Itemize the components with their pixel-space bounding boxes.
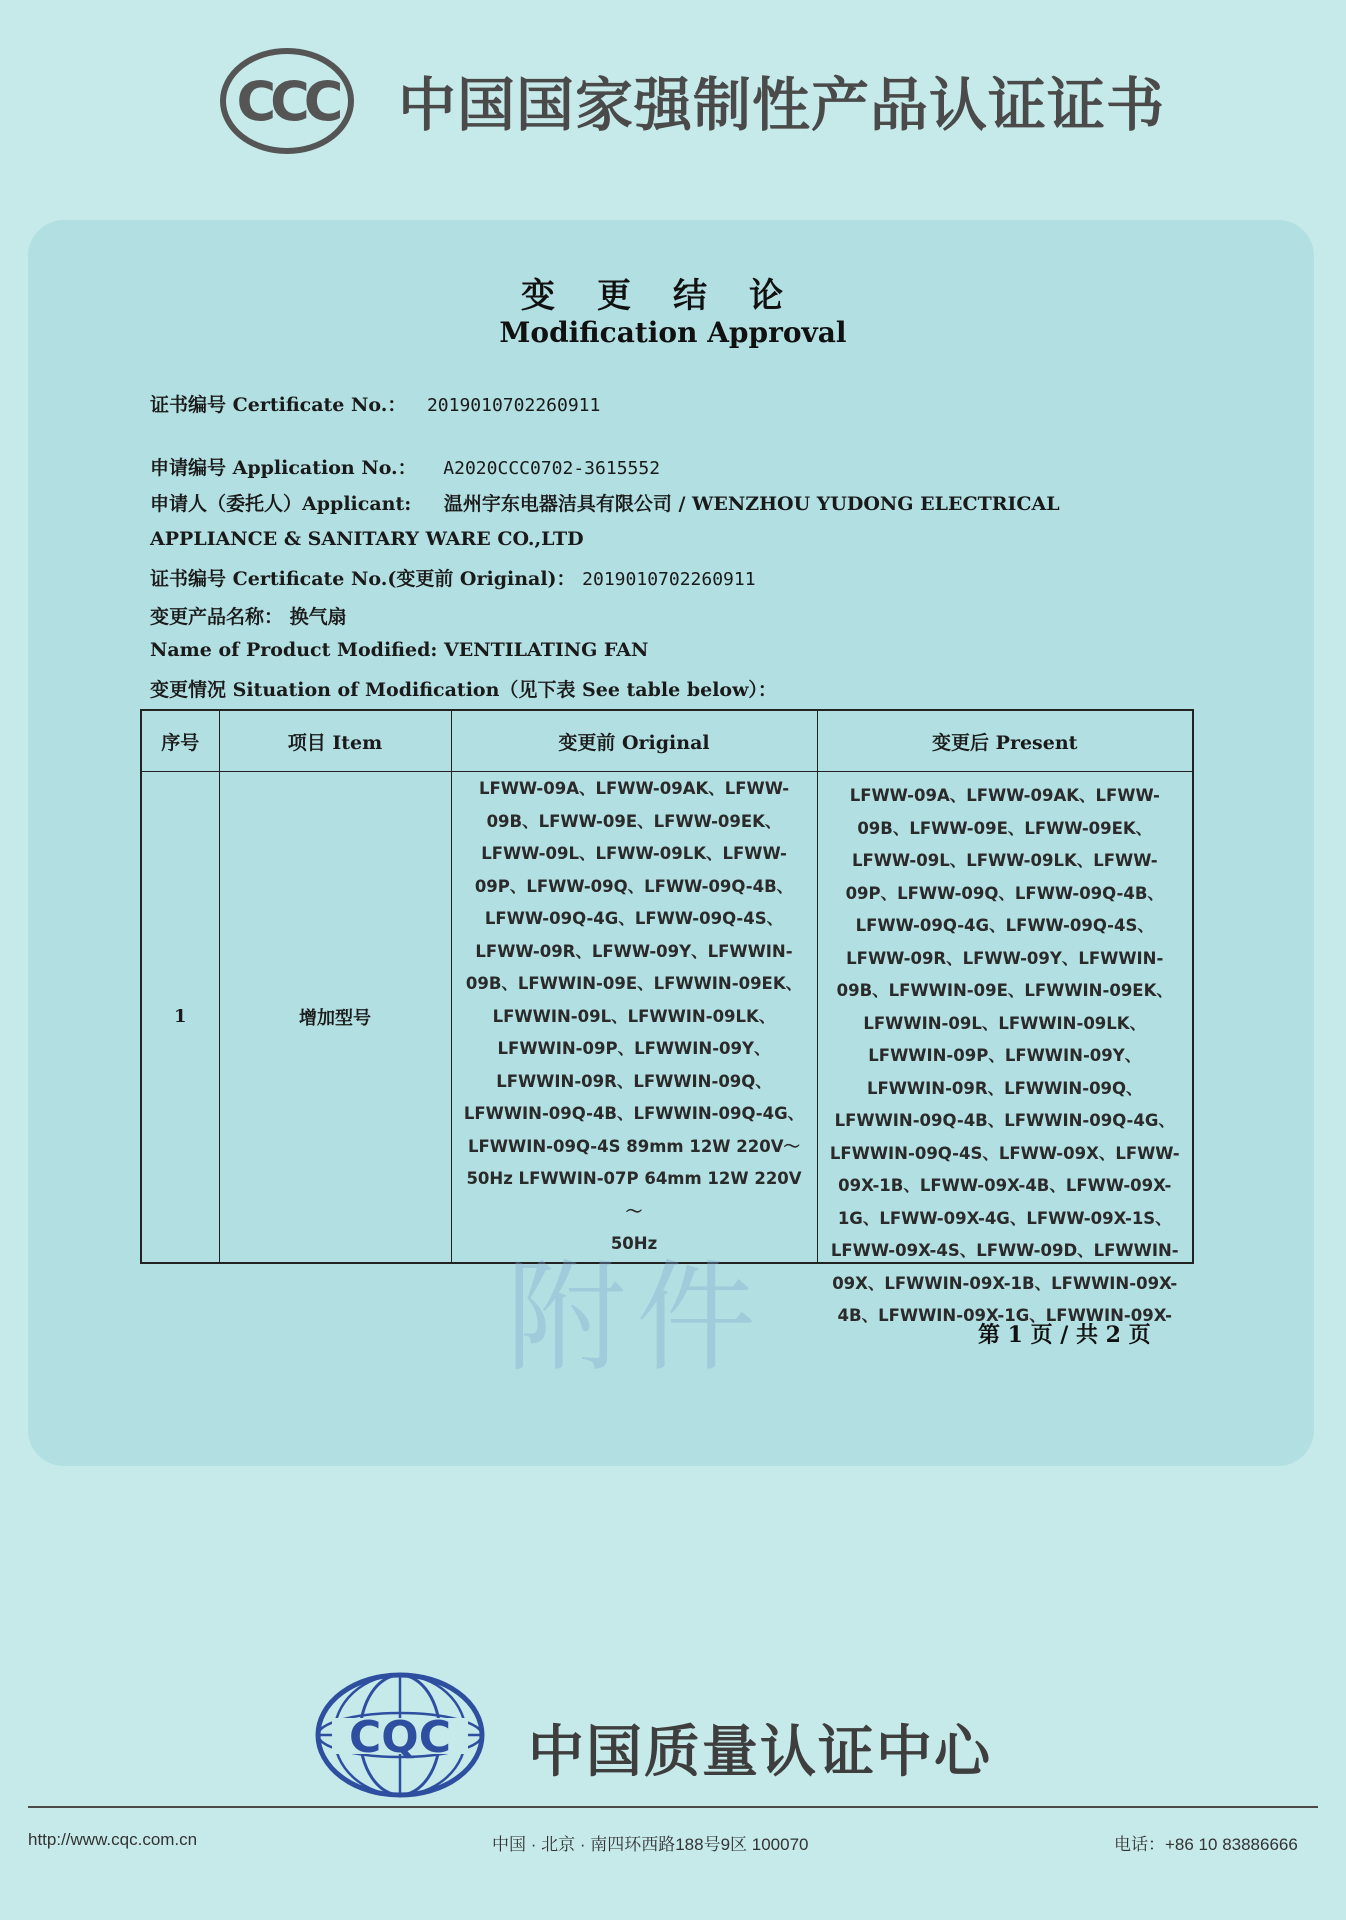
application-no-value: A2020CCC0702-3615552 (443, 458, 661, 479)
applicant-name-line2: APPLIANCE & SANITARY WARE CO.,LTD (150, 528, 584, 550)
row-no: 1 (141, 772, 219, 1263)
svg-text:CQC: CQC (349, 1712, 451, 1763)
original-model-line: LFWWIN-09Q-4S 89mm 12W 220V～ (468, 1136, 800, 1156)
ccc-logo-icon (218, 46, 356, 156)
present-model-line: 09X-1B、LFWW-09X-4B、LFWW-09X- (838, 1176, 1172, 1195)
cqc-org-name: 中国质量认证中心 (528, 1720, 992, 1785)
present-model-line: 09P、LFWW-09Q、LFWW-09Q-4B、 (845, 883, 1164, 903)
ccc-logo (218, 46, 356, 160)
header-present: 变更后 Present (817, 710, 1193, 772)
original-model-line: LFWW-09L、LFWW-09LK、LFWW- (481, 844, 787, 863)
application-no-line (150, 453, 660, 480)
footer-divider (28, 1806, 1318, 1808)
attachment-stamp: 附件 (506, 1249, 766, 1388)
present-model-line: LFWWIN-09P、LFWWIN-09Y、 (868, 1046, 1142, 1065)
row-item: 增加型号 (219, 772, 451, 1263)
product-name-cn-value: 换气扇 (289, 606, 347, 628)
present-model-line: 09X、LFWWIN-09X-1B、LFWWIN-09X- (832, 1273, 1178, 1293)
product-name-en-value: VENTILATING FAN (444, 639, 649, 661)
header-no: 序号 (141, 710, 219, 772)
product-name-en-label: Name of Product Modified: (150, 639, 438, 661)
svg-text:CCC: CCC (236, 70, 338, 133)
approval-title-en: Modification Approval (499, 316, 847, 349)
approval-title-cn: 变更结论 (521, 276, 825, 316)
original-model-line: 09B、LFWW-09E、LFWW-09EK、 (486, 811, 782, 831)
present-model-line: LFWW-09L、LFWW-09LK、LFWW- (851, 851, 1158, 870)
cqc-globe-icon (314, 1672, 486, 1798)
footer-phone: 电话：+86 10 83886666 (1114, 1835, 1298, 1854)
table-header-row (141, 710, 1193, 772)
original-model-line: LFWWIN-09L、LFWWIN-09LK、 (492, 1006, 776, 1026)
original-cert-label: 证书编号 Certificate No.(变更前 Original)： (150, 568, 576, 590)
present-model-line: LFWWIN-09L、LFWWIN-09LK、 (863, 1013, 1147, 1033)
original-models-list (453, 773, 816, 1261)
certificate-header-title: 中国国家强制性产品认证证书 (398, 71, 1166, 139)
present-model-line: LFWW-09R、LFWW-09Y、LFWWIN- (846, 948, 1164, 968)
cert-no-label: 证书编号 Certificate No.： (150, 394, 407, 416)
present-model-line: LFWW-09X-4S、LFWW-09D、LFWWIN- (830, 1241, 1179, 1260)
original-cert-line (150, 564, 756, 591)
original-model-line: 50Hz LFWWIN-07P 64mm 12W 220V～ (466, 1169, 802, 1221)
footer-url[interactable]: http://www.cqc.com.cn (28, 1830, 198, 1849)
present-model-line: 09B、LFWW-09E、LFWW-09EK、 (857, 818, 1153, 838)
original-model-line: 09B、LFWWIN-09E、LFWWIN-09EK、 (465, 974, 803, 993)
original-model-line: LFWW-09A、LFWW-09AK、LFWW- (478, 779, 790, 798)
situation-line: 变更情况 Situation of Modification（见下表 See table below）： (150, 679, 777, 701)
table-row (141, 772, 1193, 1263)
cert-no-value: 2019010702260911 (426, 395, 601, 416)
header-original: 变更前 Original (451, 710, 817, 772)
present-model-line: 4B、LFWWIN-09X-1G、LFWWIN-09X- (837, 1306, 1172, 1325)
original-model-line: LFWWIN-09P、LFWWIN-09Y、 (497, 1039, 771, 1058)
product-name-cn-line (150, 602, 347, 629)
application-no-label: 申请编号 Application No.： (150, 457, 417, 479)
page-indicator: 第 1 页 / 共 2 页 (978, 1322, 1151, 1348)
header-item: 项目 Item (219, 710, 451, 772)
present-models-cell (817, 772, 1193, 1325)
footer-address: 中国 · 北京 · 南四环西路188号9区 100070 (492, 1835, 809, 1854)
present-model-line: LFWWIN-09R、LFWWIN-09Q、 (866, 1078, 1143, 1098)
present-model-line: 1G、LFWW-09X-4G、LFWW-09X-1S、 (837, 1208, 1172, 1228)
applicant-label: 申请人（委托人）Applicant: (150, 493, 412, 515)
cqc-logo (314, 1672, 486, 1802)
product-name-cn-label: 变更产品名称： (150, 606, 284, 628)
original-model-line: 09P、LFWW-09Q、LFWW-09Q-4B、 (474, 876, 794, 896)
applicant-line (150, 489, 1060, 516)
original-cert-value: 2019010702260911 (582, 569, 756, 590)
present-model-line: LFWWIN-09Q-4B、LFWWIN-09Q-4G、 (834, 1111, 1175, 1130)
original-model-line: LFWWIN-09R、LFWWIN-09Q、 (496, 1071, 772, 1091)
present-model-line: LFWW-09A、LFWW-09AK、LFWW- (849, 786, 1160, 805)
present-model-line: LFWW-09Q-4G、LFWW-09Q-4S、 (855, 916, 1154, 935)
present-model-line: LFWWIN-09Q-4S、LFWW-09X、LFWW- (829, 1143, 1180, 1163)
present-models-list (818, 780, 1193, 1333)
original-model-line: LFWW-09Q-4G、LFWW-09Q-4S、 (484, 909, 784, 928)
original-model-line: 50Hz (610, 1234, 658, 1253)
original-models-cell (451, 772, 817, 1263)
present-model-line: 09B、LFWWIN-09E、LFWWIN-09EK、 (836, 981, 1173, 1000)
product-name-en-line (150, 639, 648, 661)
applicant-name-line1: 温州宇东电器洁具有限公司 / WENZHOU YUDONG ELECTRICAL (443, 493, 1060, 515)
original-model-line: LFWW-09R、LFWW-09Y、LFWWIN- (475, 941, 793, 961)
cert-no-line (150, 390, 600, 417)
original-model-line: LFWWIN-09Q-4B、LFWWIN-09Q-4G、 (463, 1104, 805, 1123)
